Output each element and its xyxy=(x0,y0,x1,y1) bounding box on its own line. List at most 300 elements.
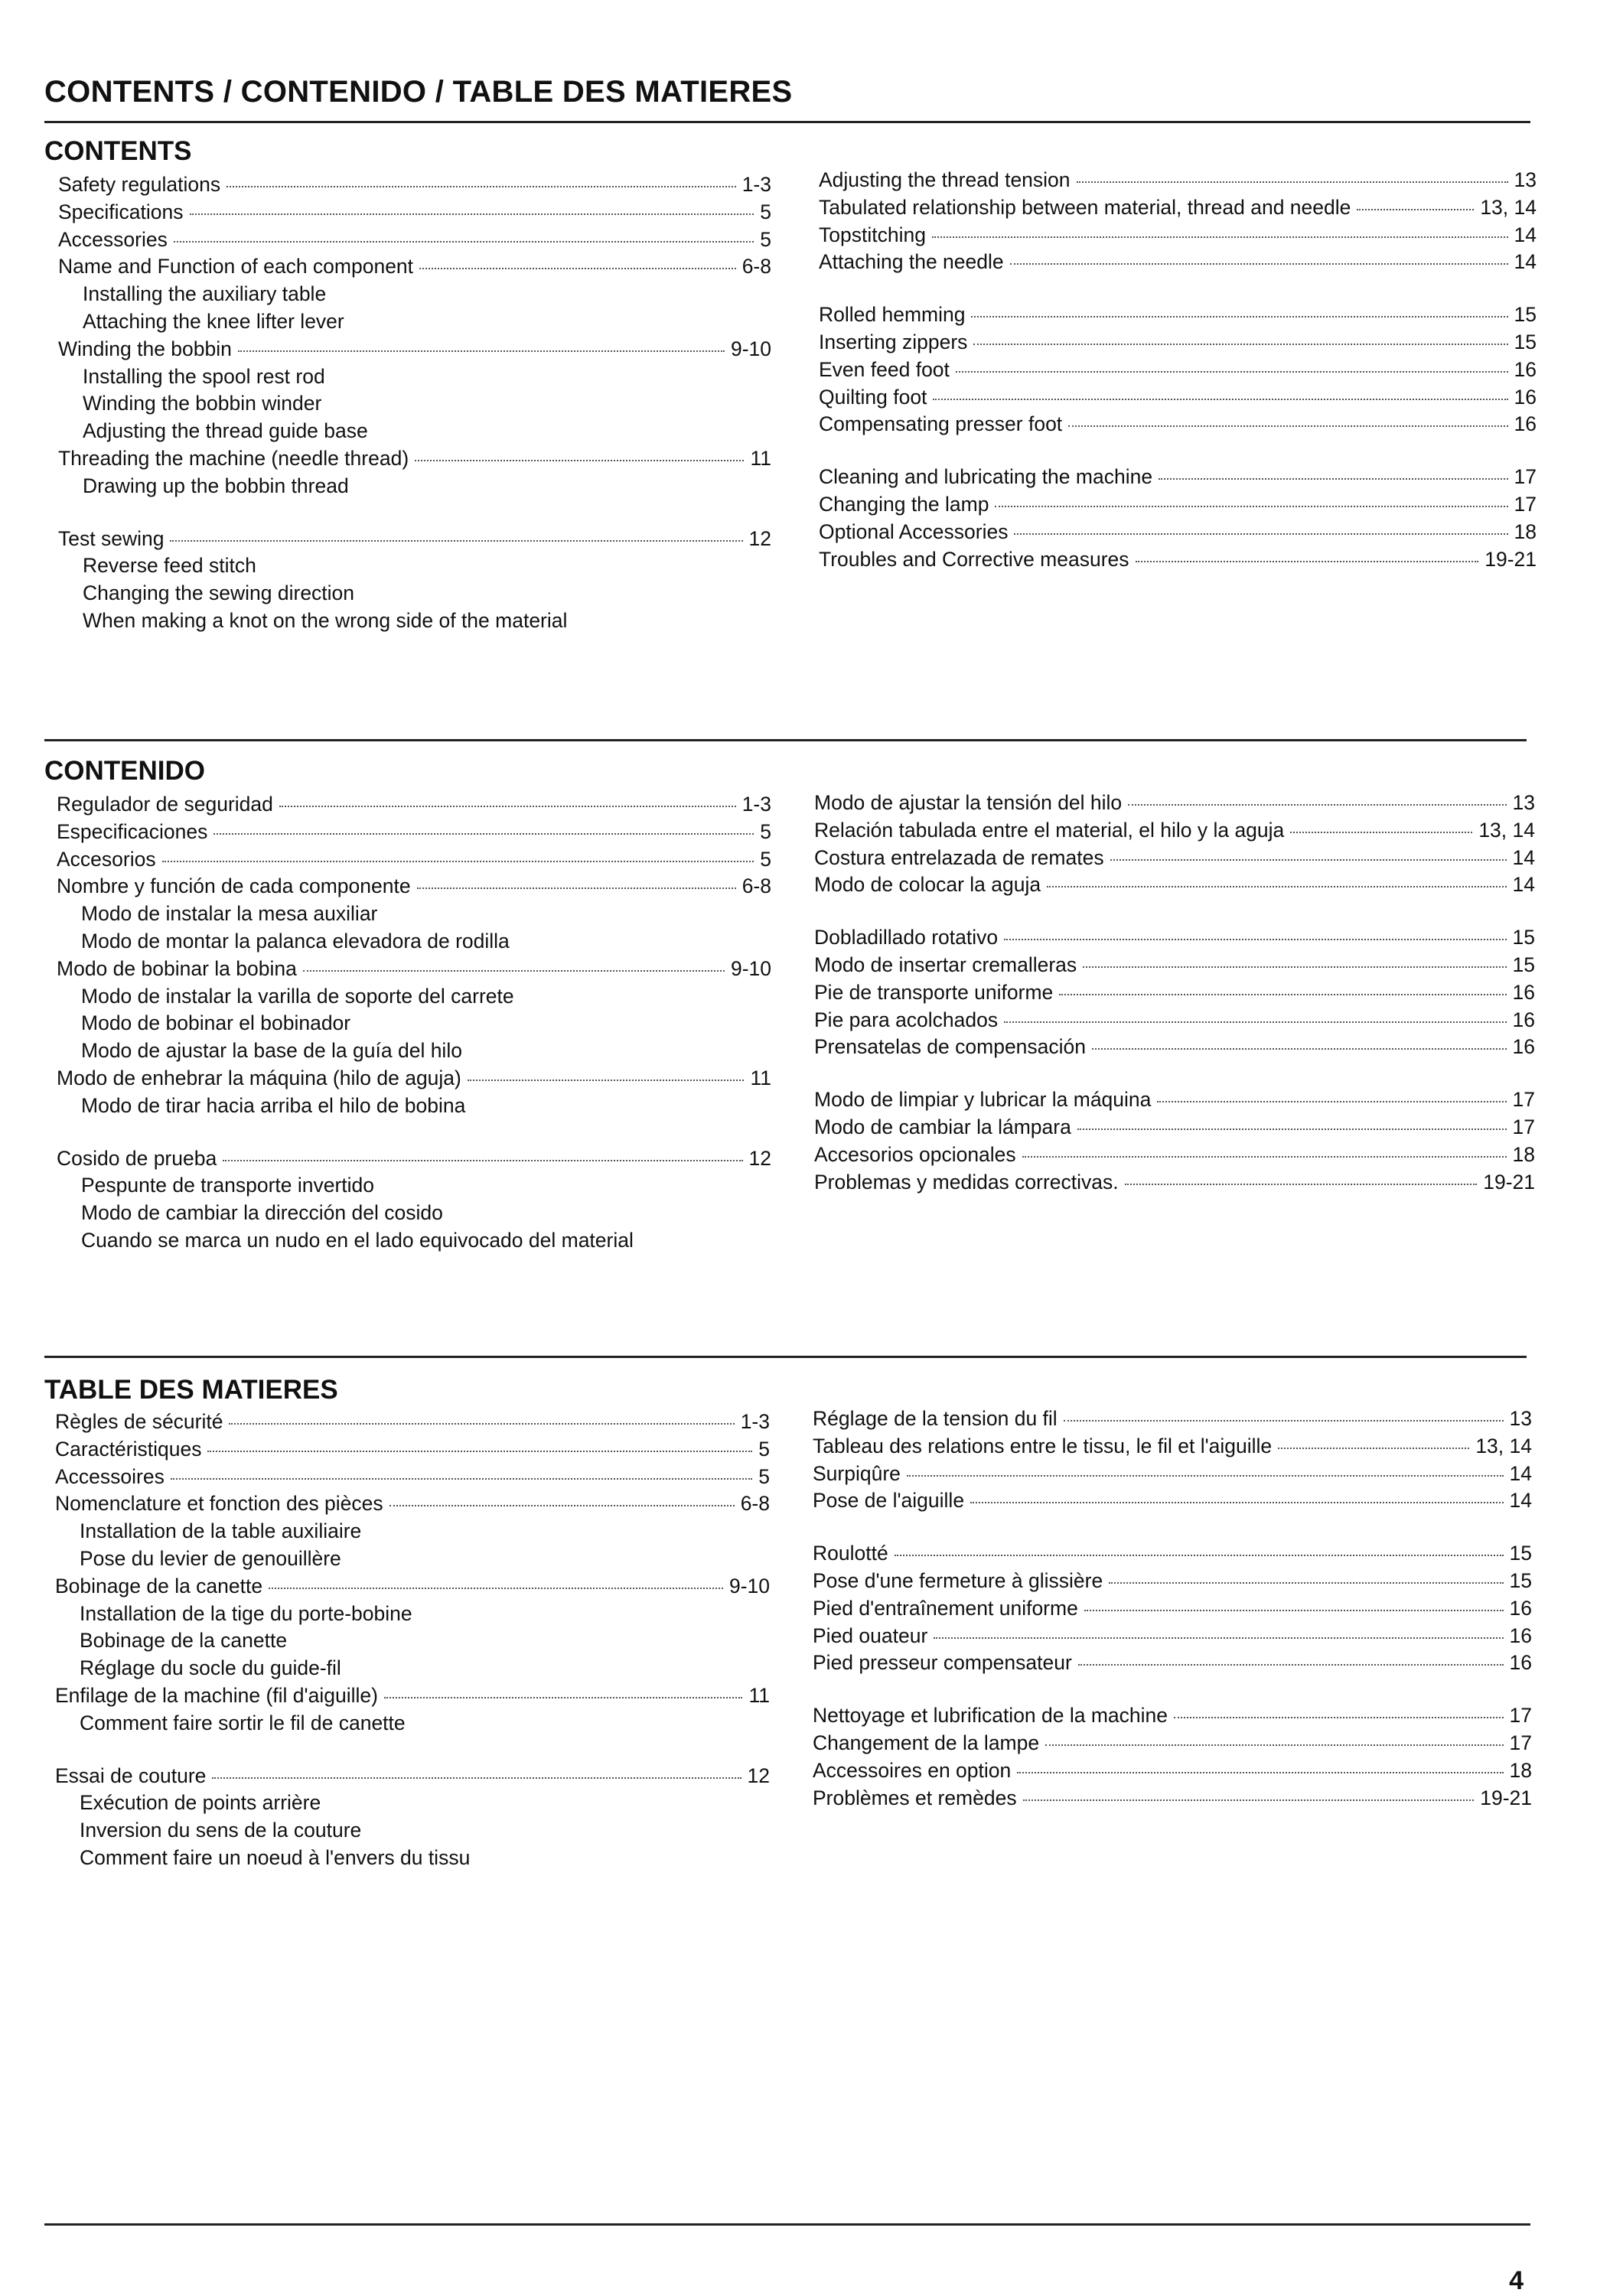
toc-entry-page: 12 xyxy=(748,526,771,550)
toc-entry-label: Tabulated relationship between material, thread and needle xyxy=(819,195,1351,219)
dot-leader xyxy=(1059,993,1506,995)
dot-leader xyxy=(895,1554,1504,1556)
toc-entry xyxy=(55,1682,770,1709)
toc-entry-label: Accesorios xyxy=(57,847,156,871)
toc-subentry xyxy=(58,417,771,445)
toc-entry-label: Pose du levier de genouillère xyxy=(80,1547,341,1570)
toc-entry-page: 6-8 xyxy=(740,1492,770,1516)
toc-entry-page: 11 xyxy=(750,1067,771,1089)
toc-subentry xyxy=(58,552,771,579)
toc-subentry xyxy=(58,363,771,390)
toc-subentry xyxy=(55,1545,770,1572)
toc-entry xyxy=(814,789,1535,816)
section-divider xyxy=(44,739,1527,741)
toc-entry-label: Cosido de prueba xyxy=(57,1146,217,1170)
dot-leader xyxy=(1159,477,1507,480)
toc-entry xyxy=(813,1729,1532,1757)
footer-rule xyxy=(44,2223,1530,2226)
toc-entry-page: 13, 14 xyxy=(1478,818,1535,842)
toc-entry-page: 14 xyxy=(1514,223,1537,246)
toc-entry-label: Specifications xyxy=(58,200,184,223)
toc-entry-page: 11 xyxy=(750,447,771,470)
dot-leader xyxy=(1010,262,1508,265)
toc-entry-page: 19-21 xyxy=(1483,1170,1535,1194)
toc-entry-label: Nombre y función de cada componente xyxy=(57,874,411,898)
toc-entry xyxy=(55,1572,770,1600)
toc-entry xyxy=(819,410,1537,438)
toc-entry-label: Modo de cambiar la lámpara xyxy=(814,1115,1071,1138)
dot-leader xyxy=(1077,181,1508,183)
toc-entry-label: Modo de bobinar el bobinador xyxy=(81,1011,351,1035)
toc-entry xyxy=(813,1622,1532,1650)
toc-entry-label: Bobinage de la canette xyxy=(80,1629,288,1653)
toc-entry xyxy=(58,445,771,472)
toc-entry-label: Installing the auxiliary table xyxy=(83,282,327,306)
toc-subentry xyxy=(57,1009,771,1037)
dot-leader xyxy=(207,1450,752,1452)
toc-entry-label: Modo de ajustar la base de la guía del hilo xyxy=(81,1039,462,1063)
toc-entry-label: Modo de cambiar la dirección del cosido xyxy=(81,1201,443,1225)
toc-entry-page: 1-3 xyxy=(741,173,771,196)
dot-leader xyxy=(227,185,736,187)
toc-entry-page: 9-10 xyxy=(730,956,771,980)
toc-entry-label: Nomenclature et fonction des pièces xyxy=(55,1492,383,1516)
toc-subentry xyxy=(55,1816,770,1844)
toc-entry-label: Modo de instalar la mesa auxiliar xyxy=(81,902,378,926)
toc-entry-page: 14 xyxy=(1509,1461,1532,1485)
toc-entry-page: 5 xyxy=(758,1464,770,1488)
toc-entry xyxy=(58,252,771,280)
toc-entry xyxy=(58,525,771,552)
toc-subentry xyxy=(58,472,771,500)
toc-entry xyxy=(819,490,1537,518)
dot-leader xyxy=(1078,1663,1504,1666)
toc-subentry xyxy=(55,1627,770,1654)
toc-entry-page: 16 xyxy=(1509,1596,1532,1620)
dot-leader xyxy=(1077,1128,1507,1130)
toc-entry-label: Accesorios opcionales xyxy=(814,1142,1016,1166)
toc-entry-page: 1-3 xyxy=(741,793,771,816)
toc-entry xyxy=(57,818,771,845)
toc-subentry xyxy=(57,927,771,955)
dot-leader xyxy=(238,350,725,352)
toc-entry xyxy=(814,1033,1535,1060)
toc-entry-label: Reverse feed stitch xyxy=(83,554,256,578)
toc-entry-label: Winding the bobbin winder xyxy=(83,392,322,415)
toc-entry-label: Attaching the needle xyxy=(819,250,1004,274)
dot-leader xyxy=(934,1637,1503,1639)
toc-entry xyxy=(57,872,771,900)
toc-entry-label: Problèmes et remèdes xyxy=(813,1786,1017,1809)
toc-entry-label: Enfilage de la machine (fil d'aiguille) xyxy=(55,1684,378,1707)
toc-entry-page: 11 xyxy=(748,1684,770,1707)
toc-entry-label: Especificaciones xyxy=(57,819,208,843)
toc-entry-label: Modo de enhebrar la máquina (hilo de aguja) xyxy=(57,1067,461,1089)
dot-leader xyxy=(1174,1716,1503,1718)
dot-leader xyxy=(269,1587,723,1589)
toc-entry-page: 5 xyxy=(760,819,771,843)
toc-entry-label: Comment faire un noeud à l'envers du tissu xyxy=(80,1846,471,1869)
toc-entry-label: Modo de insertar cremalleras xyxy=(814,953,1077,976)
toc-entry-label: Inserting zippers xyxy=(819,331,968,353)
toc-entry xyxy=(813,1594,1532,1622)
dot-leader xyxy=(170,539,742,542)
section-table-des-matieres xyxy=(44,1375,1532,1910)
toc-entry xyxy=(55,1463,770,1490)
section-divider xyxy=(44,1356,1527,1358)
toc-entry-page: 16 xyxy=(1512,980,1535,1004)
toc-entry-page: 15 xyxy=(1514,331,1537,353)
dot-leader xyxy=(1128,803,1506,806)
toc-entry xyxy=(813,1702,1532,1729)
toc-entry xyxy=(55,1435,770,1463)
toc-entry xyxy=(57,955,771,982)
toc-entry-label: Pose d'une fermeture à glissière xyxy=(813,1569,1103,1592)
toc-subentry xyxy=(57,1092,771,1119)
toc-entry-page: 18 xyxy=(1512,1142,1535,1166)
dot-leader xyxy=(162,860,754,862)
section-title: CONTENIDO xyxy=(44,756,205,786)
toc-entry-label: Pie para acolchados xyxy=(814,1008,999,1031)
toc-entry xyxy=(813,1757,1532,1784)
toc-entry xyxy=(813,1649,1532,1676)
toc-subentry xyxy=(55,1517,770,1545)
toc-entry-page: 14 xyxy=(1512,873,1535,897)
toc-entry-page: 15 xyxy=(1509,1542,1532,1565)
toc-entry-page: 6-8 xyxy=(741,874,771,898)
dot-leader xyxy=(956,370,1508,373)
toc-entry xyxy=(819,546,1537,573)
toc-entry-label: Cleaning and lubricating the machine xyxy=(819,465,1153,489)
toc-entry-label: Comment faire sortir le fil de canette xyxy=(80,1711,406,1734)
toc-entry-label: Attaching the knee lifter lever xyxy=(83,310,344,333)
dot-leader xyxy=(1014,532,1507,535)
toc-entry-label: Prensatelas de compensación xyxy=(814,1035,1087,1059)
toc-entry-label: Adjusting the thread tension xyxy=(819,168,1071,191)
dot-leader xyxy=(1109,1581,1503,1584)
toc-entry-page: 18 xyxy=(1514,519,1537,543)
toc-entry-label: Installation de la tige du porte-bobine xyxy=(80,1601,412,1625)
toc-entry xyxy=(814,1141,1535,1168)
toc-entry-page: 16 xyxy=(1509,1651,1532,1675)
toc-entry-label: Installation de la table auxiliaire xyxy=(80,1519,362,1543)
toc-entry-label: Accessoires xyxy=(55,1464,165,1488)
dot-leader xyxy=(1357,208,1474,210)
toc-entry-label: Modo de montar la palanca elevadora de rodilla xyxy=(81,930,510,953)
dot-leader xyxy=(932,236,1508,238)
toc-entry-page: 16 xyxy=(1514,412,1537,436)
toc-entry-label: Compensating presser foot xyxy=(819,412,1063,436)
toc-entry xyxy=(814,951,1535,979)
toc-entry xyxy=(58,171,771,198)
toc-entry-label: Adjusting the thread guide base xyxy=(83,419,368,443)
toc-subentry xyxy=(58,308,771,335)
toc-entry-page: 15 xyxy=(1509,1569,1532,1592)
toc-entry-page: 13, 14 xyxy=(1475,1434,1532,1457)
toc-entry-label: Bobinage de la canette xyxy=(55,1574,263,1597)
toc-entry-page: 14 xyxy=(1514,250,1537,274)
toc-entry xyxy=(814,1168,1535,1196)
toc-entry-label: Even feed foot xyxy=(819,357,950,381)
toc-entry-label: When making a knot on the wrong side of the material xyxy=(83,609,568,632)
toc-entry xyxy=(58,198,771,226)
toc-entry-label: Pie de transporte uniforme xyxy=(814,980,1054,1004)
toc-entry xyxy=(55,1490,770,1517)
toc-entry xyxy=(814,1113,1535,1141)
toc-subentry xyxy=(57,1171,771,1199)
dot-leader xyxy=(419,267,736,269)
toc-entry-page: 19-21 xyxy=(1480,1786,1532,1809)
dot-leader xyxy=(417,887,736,889)
page-number: 4 xyxy=(1509,2266,1524,2295)
dot-leader xyxy=(190,213,754,215)
toc-entry-label: Cuando se marca un nudo en el lado equivocado del material xyxy=(81,1229,634,1252)
dot-leader xyxy=(1083,966,1506,968)
toc-entry-page: 16 xyxy=(1514,385,1537,409)
toc-entry-page: 16 xyxy=(1512,1035,1535,1059)
dot-leader xyxy=(1017,1771,1503,1773)
dot-leader xyxy=(1047,885,1506,887)
dot-leader xyxy=(1064,1419,1504,1422)
toc-entry-page: 15 xyxy=(1512,926,1535,949)
toc-entry-label: Regulador de seguridad xyxy=(57,793,273,816)
toc-entry-label: Réglage du socle du guide-fil xyxy=(80,1656,341,1680)
dot-leader xyxy=(1023,1799,1475,1801)
toc-entry xyxy=(819,248,1537,275)
toc-entry xyxy=(57,845,771,873)
toc-entry-label: Winding the bobbin xyxy=(58,337,232,360)
dot-leader xyxy=(971,315,1507,318)
toc-entry-label: Modo de instalar la varilla de soporte del carrete xyxy=(81,984,514,1008)
toc-entry xyxy=(814,1086,1535,1113)
toc-entry xyxy=(819,356,1537,383)
dot-leader xyxy=(213,832,754,835)
toc-subentry xyxy=(58,579,771,607)
toc-entry-label: Topstitching xyxy=(819,223,926,246)
toc-entry xyxy=(819,221,1537,249)
toc-entry-page: 16 xyxy=(1512,1008,1535,1031)
toc-entry xyxy=(819,518,1537,546)
dot-leader xyxy=(1004,1021,1506,1023)
toc-subentry xyxy=(58,607,771,634)
dot-leader xyxy=(212,1777,741,1779)
toc-entry-page: 5 xyxy=(760,847,771,871)
toc-entry xyxy=(819,194,1537,221)
toc-entry-page: 14 xyxy=(1512,845,1535,869)
toc-subentry xyxy=(58,389,771,417)
dot-leader xyxy=(174,240,754,243)
dot-leader xyxy=(1004,938,1506,940)
toc-entry-page: 1-3 xyxy=(740,1410,770,1433)
toc-entry-label: Problemas y medidas correctivas. xyxy=(814,1170,1119,1194)
toc-entry-label: Drawing up the bobbin thread xyxy=(83,474,349,497)
toc-entry-label: Safety regulations xyxy=(58,173,221,196)
toc-entry xyxy=(57,790,771,818)
toc-entry xyxy=(813,1405,1532,1432)
toc-entry xyxy=(58,335,771,363)
dot-leader xyxy=(1045,1744,1503,1746)
toc-entry-label: Threading the machine (needle thread) xyxy=(58,447,409,470)
toc-entry xyxy=(819,463,1537,490)
toc-subentry xyxy=(55,1600,770,1627)
toc-entry-page: 5 xyxy=(760,200,771,223)
dot-leader xyxy=(384,1696,743,1698)
toc-entry-label: Pied d'entraînement uniforme xyxy=(813,1596,1078,1620)
toc-subentry xyxy=(55,1789,770,1816)
toc-subentry xyxy=(57,1199,771,1226)
toc-entry-page: 18 xyxy=(1509,1758,1532,1782)
toc-entry-label: Pespunte de transporte invertido xyxy=(81,1174,375,1197)
section-title: TABLE DES MATIERES xyxy=(44,1375,338,1405)
toc-entry-label: Inversion du sens de la couture xyxy=(80,1819,362,1842)
toc-entry xyxy=(814,1006,1535,1034)
dot-leader xyxy=(907,1474,1504,1477)
toc-subentry xyxy=(58,280,771,308)
toc-subentry xyxy=(57,1037,771,1064)
toc-entry-page: 17 xyxy=(1512,1115,1535,1138)
toc-entry xyxy=(819,301,1537,328)
toc-entry-label: Quilting foot xyxy=(819,385,927,409)
dot-leader xyxy=(970,1501,1503,1503)
toc-entry xyxy=(814,816,1535,844)
toc-entry-page: 17 xyxy=(1509,1704,1532,1728)
toc-entry-label: Modo de colocar la aguja xyxy=(814,873,1041,897)
toc-entry-label: Modo de tirar hacia arriba el hilo de bobina xyxy=(81,1093,466,1117)
toc-entry xyxy=(814,871,1535,898)
toc-entry-label: Nettoyage et lubrification de la machine xyxy=(813,1704,1168,1728)
dot-leader xyxy=(303,969,725,972)
dot-leader xyxy=(229,1422,734,1425)
toc-entry-label: Exécution de points arrière xyxy=(80,1791,321,1815)
toc-entry-label: Changing the lamp xyxy=(819,493,989,516)
toc-entry-page: 15 xyxy=(1514,303,1537,327)
toc-entry xyxy=(819,328,1537,356)
toc-entry-label: Caractéristiques xyxy=(55,1437,202,1461)
toc-entry-page: 14 xyxy=(1509,1489,1532,1513)
toc-entry-page: 13, 14 xyxy=(1480,195,1537,219)
toc-entry-label: Relación tabulada entre el material, el hilo y la aguja xyxy=(814,818,1285,842)
toc-entry-page: 17 xyxy=(1514,465,1537,489)
toc-entry-page: 13 xyxy=(1512,791,1535,814)
toc-entry-label: Tableau des relations entre le tissu, le fil et l'aiguille xyxy=(813,1434,1273,1457)
dot-leader xyxy=(279,805,736,807)
toc-subentry xyxy=(55,1844,770,1871)
toc-entry-label: Pied presseur compensateur xyxy=(813,1651,1072,1675)
toc-entry-page: 17 xyxy=(1509,1731,1532,1754)
toc-entry xyxy=(814,979,1535,1006)
title-rule xyxy=(44,121,1530,123)
dot-leader xyxy=(415,459,744,461)
toc-subentry xyxy=(57,900,771,927)
toc-entry-page: 16 xyxy=(1509,1623,1532,1647)
section-title: CONTENTS xyxy=(44,136,192,166)
dot-leader xyxy=(1125,1183,1478,1185)
toc-entry-page: 19-21 xyxy=(1484,547,1537,571)
toc-entry xyxy=(813,1460,1532,1487)
dot-leader xyxy=(1136,560,1479,562)
toc-entry-label: Optional Accessories xyxy=(819,519,1009,543)
toc-entry xyxy=(819,383,1537,411)
dot-leader xyxy=(995,505,1507,507)
toc-entry-label: Modo de bobinar la bobina xyxy=(57,956,297,980)
dot-leader xyxy=(1290,831,1472,833)
toc-entry-label: Troubles and Corrective measures xyxy=(819,547,1129,571)
toc-entry xyxy=(55,1408,770,1435)
dot-leader xyxy=(1084,1609,1504,1611)
toc-entry-label: Essai de couture xyxy=(55,1764,207,1787)
dot-leader xyxy=(389,1504,735,1506)
toc-entry-page: 12 xyxy=(747,1764,770,1787)
toc-entry-label: Accessoires en option xyxy=(813,1758,1012,1782)
toc-entry xyxy=(55,1762,770,1790)
toc-entry-label: Pied ouateur xyxy=(813,1623,928,1647)
toc-entry-label: Installing the spool rest rod xyxy=(83,364,325,388)
dot-leader xyxy=(1022,1155,1507,1158)
dot-leader xyxy=(973,343,1507,345)
toc-entry-label: Accessories xyxy=(58,227,168,251)
toc-entry-page: 13 xyxy=(1509,1407,1532,1430)
toc-entry xyxy=(814,923,1535,951)
toc-entry xyxy=(813,1487,1532,1514)
dot-leader xyxy=(1110,858,1507,861)
page-title: CONTENTS / CONTENIDO / TABLE DES MATIERES xyxy=(44,75,793,109)
section-contenido xyxy=(44,756,1535,1291)
dot-leader xyxy=(223,1159,742,1161)
toc-entry-label: Modo de ajustar la tensión del hilo xyxy=(814,791,1123,814)
toc-entry-label: Pose de l'aiguille xyxy=(813,1489,965,1513)
toc-entry-label: Dobladillado rotativo xyxy=(814,926,999,949)
dot-leader xyxy=(933,398,1507,400)
toc-subentry xyxy=(57,1226,771,1254)
toc-entry xyxy=(58,226,771,253)
toc-entry-page: 15 xyxy=(1512,953,1535,976)
toc-entry-label: Modo de limpiar y lubricar la máquina xyxy=(814,1088,1152,1112)
toc-entry-label: Name and Function of each component xyxy=(58,255,414,278)
toc-subentry xyxy=(55,1709,770,1737)
dot-leader xyxy=(1092,1047,1506,1050)
toc-subentry xyxy=(57,982,771,1010)
toc-entry xyxy=(819,166,1537,194)
dot-leader xyxy=(171,1477,752,1480)
toc-entry xyxy=(813,1432,1532,1460)
toc-entry-label: Test sewing xyxy=(58,526,165,550)
toc-subentry xyxy=(55,1654,770,1682)
toc-entry-page: 17 xyxy=(1514,493,1537,516)
toc-entry-page: 13 xyxy=(1514,168,1537,191)
toc-entry xyxy=(57,1145,771,1172)
toc-entry-label: Réglage de la tension du fil xyxy=(813,1407,1058,1430)
toc-entry-page: 16 xyxy=(1514,357,1537,381)
section-contents xyxy=(44,136,1537,672)
toc-entry-page: 5 xyxy=(758,1437,770,1461)
toc-entry xyxy=(813,1567,1532,1594)
toc-entry-page: 9-10 xyxy=(730,337,771,360)
toc-entry-label: Costura entrelazada de remates xyxy=(814,845,1104,869)
toc-entry-page: 6-8 xyxy=(741,255,771,278)
toc-entry-page: 9-10 xyxy=(728,1574,770,1597)
toc-entry-label: Rolled hemming xyxy=(819,303,966,327)
toc-entry xyxy=(57,1064,771,1092)
toc-entry-page: 17 xyxy=(1512,1088,1535,1112)
dot-leader xyxy=(468,1079,745,1081)
toc-entry xyxy=(814,844,1535,871)
dot-leader xyxy=(1068,425,1507,427)
toc-entry-page: 12 xyxy=(748,1146,771,1170)
toc-entry-label: Changing the sewing direction xyxy=(83,581,355,605)
dot-leader xyxy=(1157,1100,1506,1102)
toc-entry xyxy=(813,1539,1532,1567)
toc-entry-page: 5 xyxy=(760,227,771,251)
